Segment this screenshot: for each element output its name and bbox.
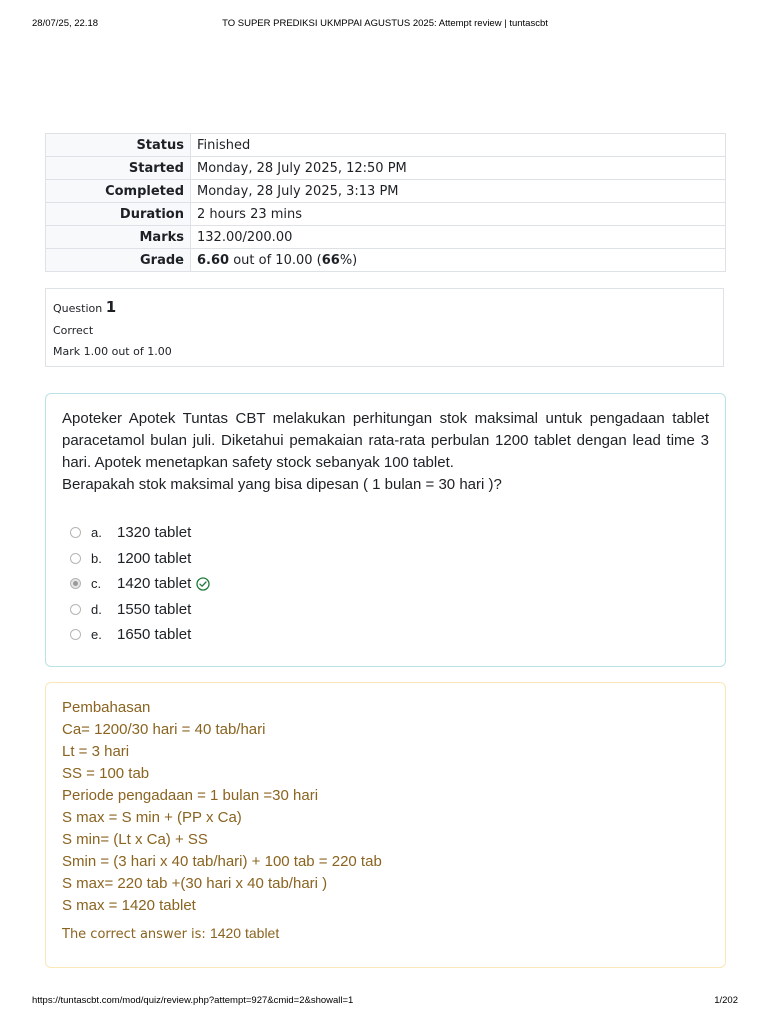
answer-radio-selected[interactable] [70,578,81,589]
answer-letter: c. [91,576,102,592]
summary-value: Finished [191,134,726,157]
answer-option-e[interactable] [62,622,709,648]
summary-row-completed [46,180,726,203]
summary-label: Marks [46,226,191,249]
print-datetime: 28/07/25, 22.18 [32,18,99,29]
answer-text: 1650 tablet [117,626,192,644]
summary-value: 132.00/200.00 [191,226,726,249]
summary-label: Grade [46,249,191,272]
correct-answer-value: 1420 tablet [209,925,280,941]
summary-value: Monday, 28 July 2025, 12:50 PM [191,157,726,180]
correct-answer-label: The correct answer is: [62,927,210,942]
answer-options [62,520,709,648]
question-label: Question [53,302,106,315]
question-formulation [45,393,726,667]
feedback-line: S max= 220 tab +(30 hari x 40 tab/hari ) [62,875,328,892]
feedback-line: Periode pengadaan = 1 bulan =30 hari [62,787,319,804]
summary-label: Completed [46,180,191,203]
answer-option-d[interactable] [62,597,709,623]
print-url: https://tuntascbt.com/mod/quiz/review.php?attempt=927&cmid=2&showall=1 [32,995,354,1006]
question-number-value: 1 [105,298,117,316]
summary-label: Status [46,134,191,157]
summary-value: Monday, 28 July 2025, 3:13 PM [191,180,726,203]
print-page-count: 1/202 [714,995,738,1006]
summary-value [191,249,726,272]
question-info [45,288,724,367]
answer-text: 1550 tablet [117,600,192,618]
attempt-summary-table [45,133,726,272]
question-state: Correct [53,324,94,337]
answer-radio[interactable] [70,604,81,615]
grade-suffix: %) [339,252,358,268]
answer-option-b[interactable] [62,546,709,572]
answer-radio[interactable] [70,553,81,564]
question-text [62,408,709,496]
summary-row-duration [46,203,726,226]
summary-row-grade [46,249,726,272]
summary-row-started [46,157,726,180]
feedback-line: Smin = (3 hari x 40 tab/hari) + 100 tab = 220 tab [62,853,382,870]
answer-letter: e. [91,627,102,643]
question-number [53,298,716,316]
answer-letter: a. [91,525,102,541]
grade-percent: 66 [321,252,340,268]
answer-option-a[interactable] [62,520,709,546]
feedback-line: S min= (Lt x Ca) + SS [62,831,208,848]
answer-radio[interactable] [70,527,81,538]
feedback-heading: Pembahasan [62,699,151,716]
feedback-line: S max = 1420 tablet [62,897,196,914]
summary-label: Duration [46,203,191,226]
question-text-paragraph: Apoteker Apotek Tuntas CBT melakukan perhitungan stok maksimal untuk pengadaan tablet paracetamol bulan juli. Diketahui pemakaian rata-rata perbulan 1200 tablet dengan lead time 3 hari. Apotek menetapkan safety stock sebanyak 100 tablet. [62,410,709,471]
print-page-title: TO SUPER PREDIKSI UKMPPAI AGUSTUS 2025: Attempt review | tuntascbt [222,18,548,29]
answer-radio[interactable] [70,629,81,640]
feedback-line: Lt = 3 hari [62,743,130,760]
summary-value: 2 hours 23 mins [191,203,726,226]
answer-text: 1320 tablet [117,524,192,542]
feedback-line: S max = S min + (PP x Ca) [62,809,242,826]
answer-letter: d. [91,601,102,617]
answer-text: 1420 tablet [117,575,192,593]
summary-row-marks [46,226,726,249]
question-text-prompt: Berapakah stok maksimal yang bisa dipesan ( 1 bulan = 30 hari )? [62,476,502,493]
answer-option-c[interactable] [62,571,709,597]
grade-out-of: out of 10.00 ( [229,252,322,268]
summary-label: Started [46,157,191,180]
question-mark: Mark 1.00 out of 1.00 [53,345,172,358]
feedback-line: Ca= 1200/30 hari = 40 tab/hari [62,721,266,738]
feedback-panel [45,682,726,968]
answer-text: 1200 tablet [117,549,192,567]
correct-answer [62,925,709,942]
check-circle-icon [196,577,210,591]
feedback-line: SS = 100 tab [62,765,150,782]
grade-score: 6.60 [197,252,230,268]
answer-letter: b. [91,550,102,566]
summary-row-status [46,134,726,157]
